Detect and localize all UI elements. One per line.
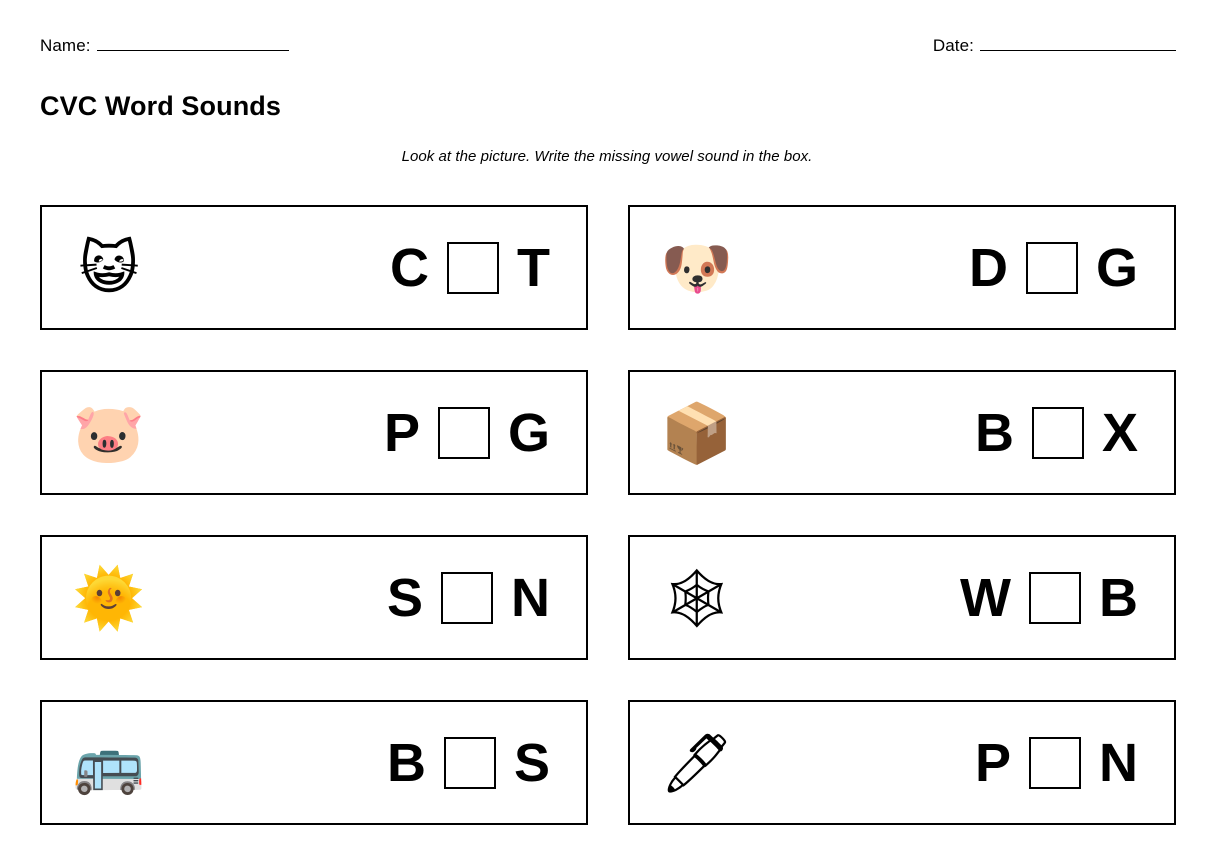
date-field: [933, 36, 1176, 56]
problem-grid: [40, 205, 1176, 825]
problem-card: [628, 205, 1176, 330]
problem-card: [40, 700, 588, 825]
problem-card: [628, 700, 1176, 825]
vowel-answer-box[interactable]: [1032, 407, 1084, 459]
first-letter: P: [974, 732, 1011, 793]
word-pattern: [960, 567, 1138, 628]
last-letter: G: [507, 402, 550, 463]
cat-face-icon: 😺: [78, 233, 140, 302]
vowel-answer-box[interactable]: [444, 737, 496, 789]
page-title: CVC Word Sounds: [40, 91, 281, 121]
worksheet-header: [40, 36, 1176, 62]
last-letter: X: [1101, 402, 1138, 463]
bus-icon: 🚌: [72, 728, 146, 797]
problem-card: [40, 535, 588, 660]
pig-face-icon: 🐷: [72, 398, 146, 467]
word-pattern: [386, 567, 550, 628]
spider-web-icon: 🕸: [660, 563, 734, 632]
first-letter: B: [386, 732, 426, 793]
instructions-text: Look at the picture. Write the missing vowel sound in the box.: [401, 148, 813, 165]
problem-card: [628, 370, 1176, 495]
vowel-answer-box[interactable]: [1026, 242, 1078, 294]
first-letter: S: [386, 567, 423, 628]
name-input-line[interactable]: [97, 36, 289, 51]
first-letter: C: [390, 237, 429, 298]
name-label: Name:: [40, 36, 91, 55]
vowel-answer-box[interactable]: [441, 572, 493, 624]
pen-icon: 🖊: [660, 728, 734, 797]
first-letter: D: [968, 237, 1008, 298]
last-letter: N: [511, 567, 550, 628]
word-pattern: [968, 237, 1138, 298]
last-letter: N: [1099, 732, 1138, 793]
vowel-answer-box[interactable]: [1029, 737, 1081, 789]
last-letter: S: [513, 732, 550, 793]
first-letter: P: [383, 402, 420, 463]
problem-card: [40, 205, 588, 330]
word-pattern: [386, 732, 550, 793]
last-letter: G: [1095, 237, 1138, 298]
word-pattern: [383, 402, 550, 463]
first-letter: W: [960, 567, 1011, 628]
vowel-answer-box[interactable]: [438, 407, 490, 459]
word-pattern: [974, 732, 1138, 793]
word-pattern: [390, 237, 550, 298]
word-pattern: [974, 402, 1138, 463]
date-label: Date:: [932, 36, 974, 55]
vowel-answer-box[interactable]: [1029, 572, 1081, 624]
dog-face-icon: 🐶: [660, 233, 734, 302]
name-field: [40, 36, 289, 56]
sun-icon: 🌞: [72, 563, 146, 632]
package-box-icon: 📦: [660, 398, 734, 467]
last-letter: B: [1099, 567, 1138, 628]
date-input-line[interactable]: [980, 36, 1176, 51]
problem-card: [628, 535, 1176, 660]
first-letter: B: [974, 402, 1014, 463]
problem-card: [40, 370, 588, 495]
last-letter: T: [517, 237, 550, 298]
vowel-answer-box[interactable]: [447, 242, 499, 294]
